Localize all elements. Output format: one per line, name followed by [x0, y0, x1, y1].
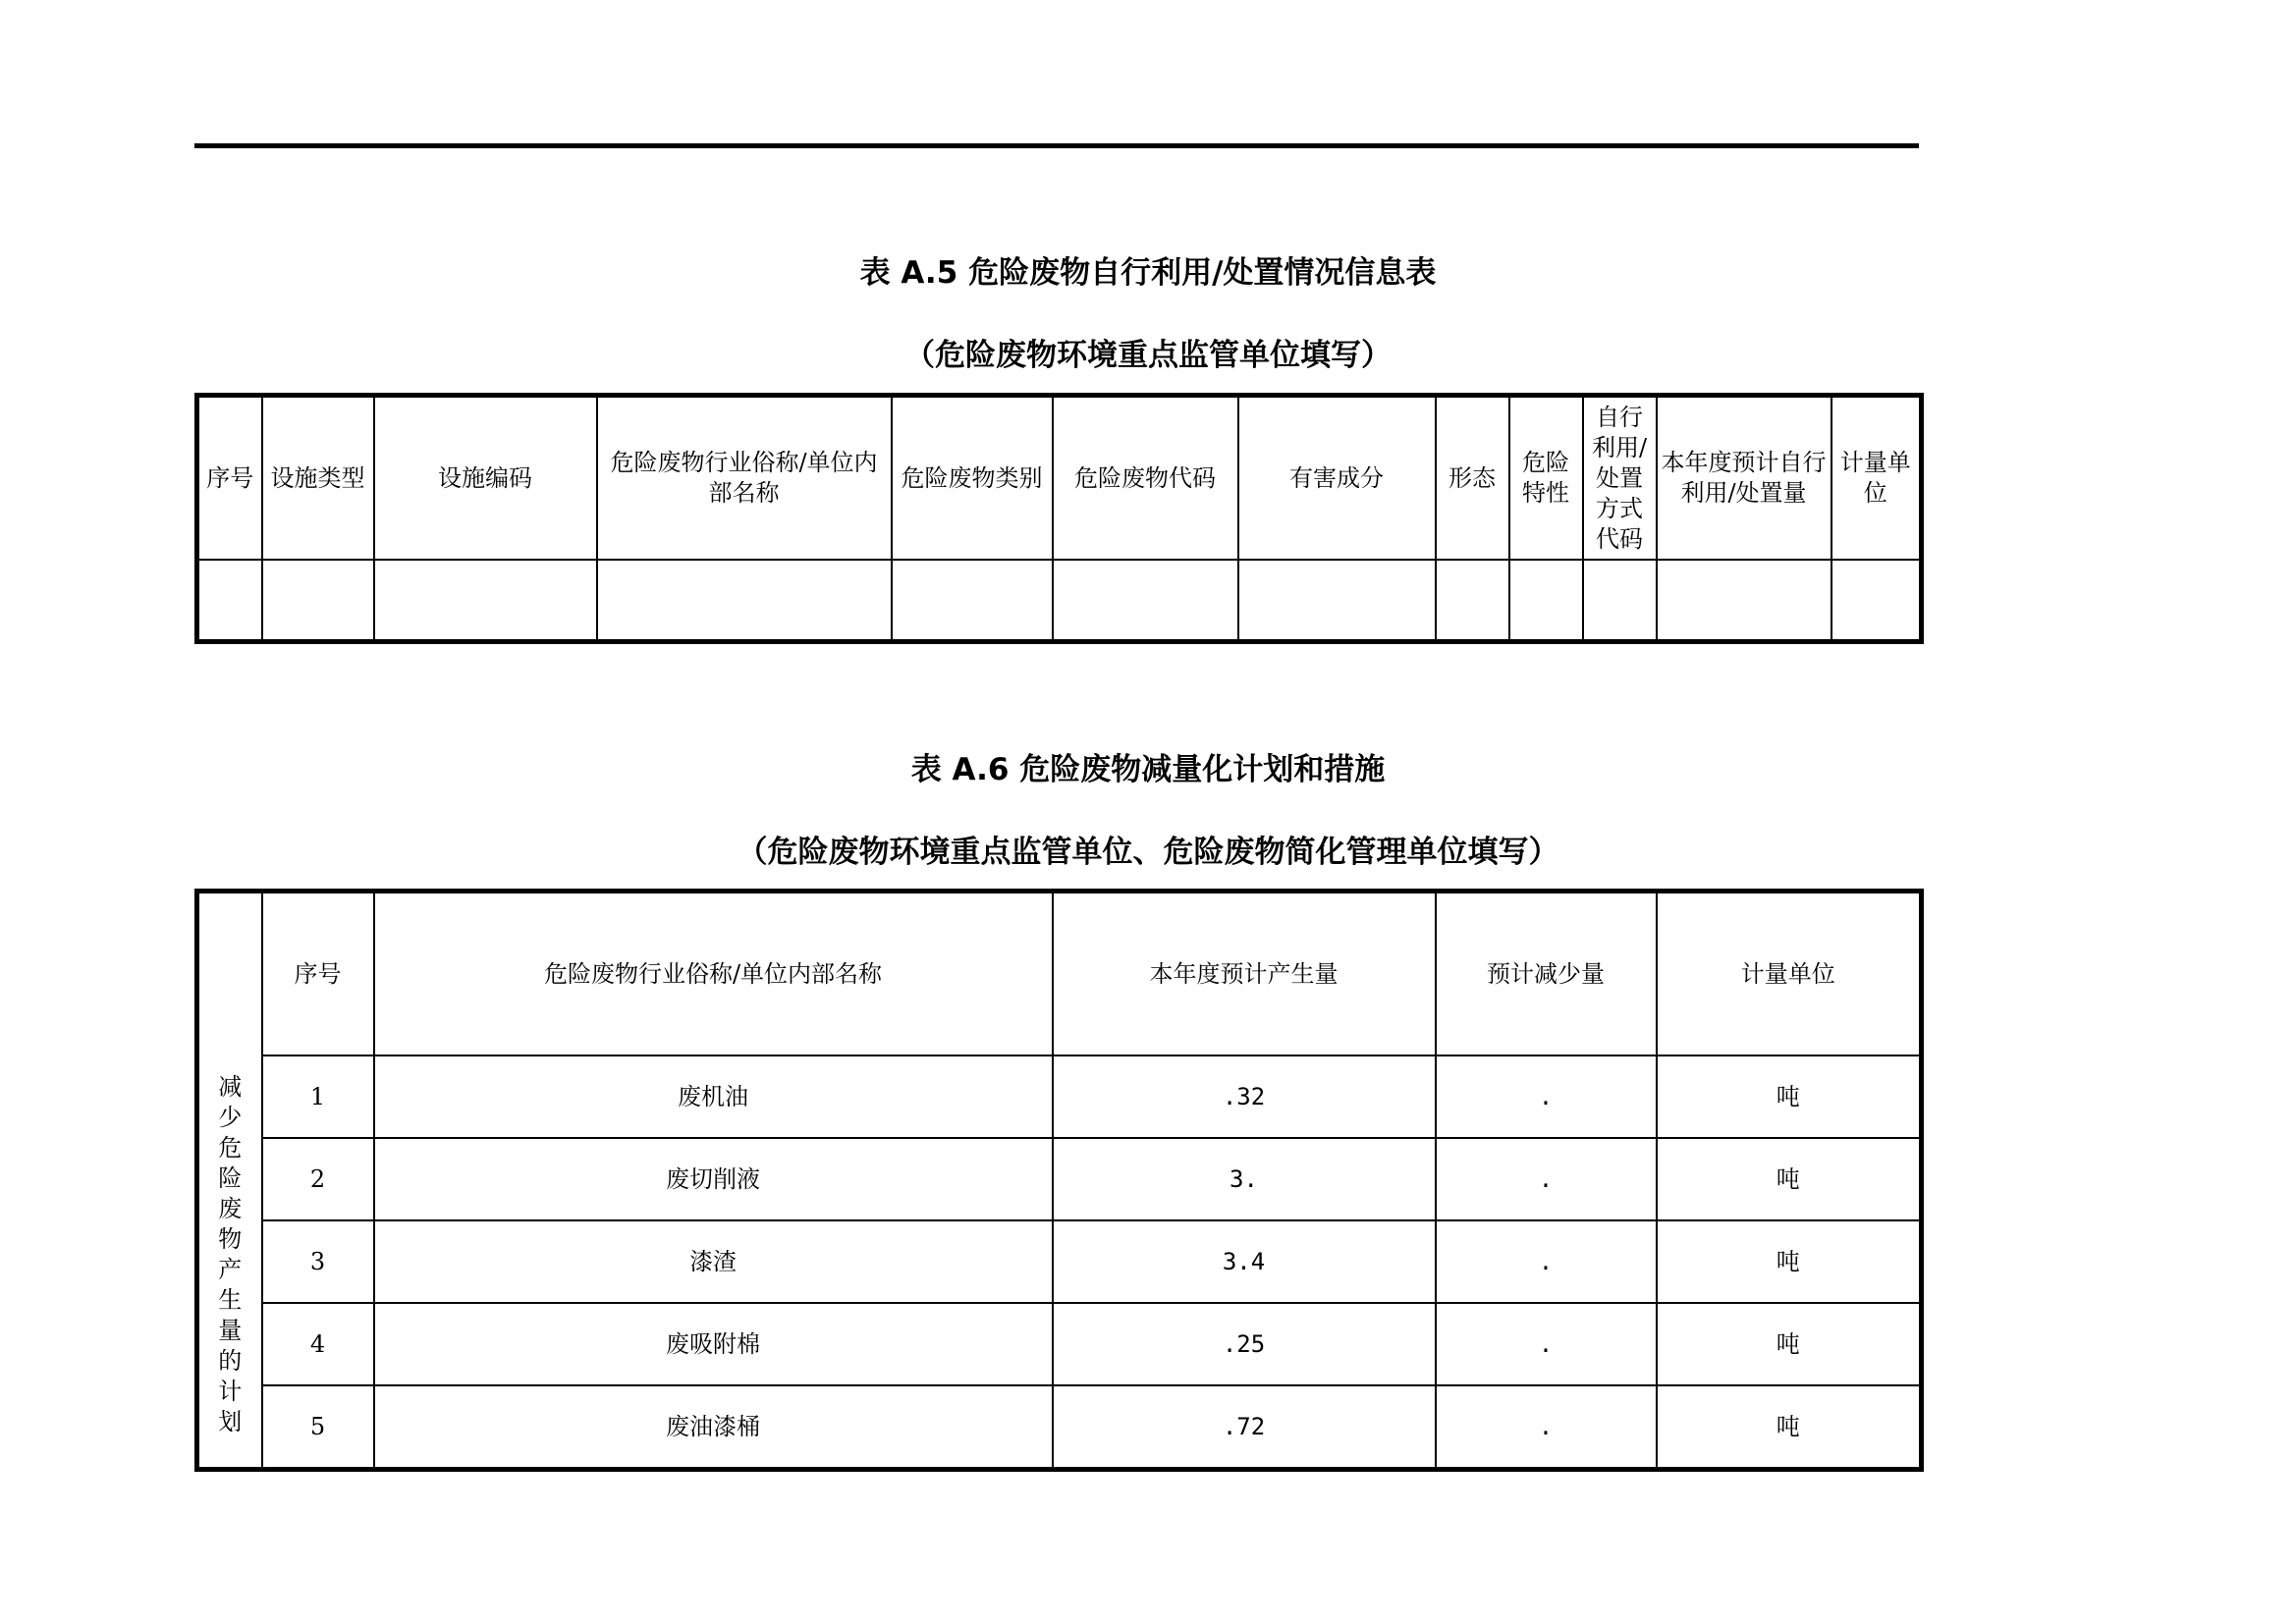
- unit: 吨: [1657, 1138, 1922, 1220]
- unit: 吨: [1657, 1220, 1922, 1303]
- header-cell: 危险废物行业俗称/单位内部名称: [597, 396, 892, 561]
- table-row: [197, 560, 1922, 642]
- reduce-amount: .: [1436, 1303, 1657, 1385]
- reduce-amount: .: [1436, 1385, 1657, 1470]
- annual-amount: 3.: [1053, 1138, 1436, 1220]
- table-row: [197, 1138, 1922, 1220]
- table-a5-header-row: [197, 396, 1922, 561]
- header-cell: 设施类型: [262, 396, 374, 561]
- header-cell: 危险特性: [1509, 396, 1583, 561]
- annual-amount: .32: [1053, 1055, 1436, 1138]
- empty-cell: [374, 560, 597, 642]
- empty-cell: [597, 560, 892, 642]
- header-cell: 序号: [262, 892, 374, 1056]
- row-number: 2: [262, 1138, 374, 1220]
- annual-amount: .25: [1053, 1303, 1436, 1385]
- annual-amount: 3.4: [1053, 1220, 1436, 1303]
- table-a5-subtitle: （危险废物环境重点监管单位填写）: [904, 338, 1392, 373]
- unit: 吨: [1657, 1385, 1922, 1470]
- header-cell: 形态: [1436, 396, 1509, 561]
- waste-name: 废吸附棉: [374, 1303, 1053, 1385]
- waste-name: 漆渣: [374, 1220, 1053, 1303]
- unit: 吨: [1657, 1303, 1922, 1385]
- reduce-amount: .: [1436, 1055, 1657, 1138]
- header-cell: 本年度预计产生量: [1053, 892, 1436, 1056]
- header-cell: 危险废物类别: [892, 396, 1053, 561]
- header-cell: 预计减少量: [1436, 892, 1657, 1056]
- empty-cell: [197, 560, 262, 642]
- header-cell: 危险废物行业俗称/单位内部名称: [374, 892, 1053, 1056]
- header-cell: 有害成分: [1238, 396, 1436, 561]
- empty-cell: [1436, 560, 1509, 642]
- row-number: 1: [262, 1055, 374, 1138]
- table-row: [197, 1220, 1922, 1303]
- side-label: 减少危险废物产生量的计划: [218, 1073, 243, 1435]
- table-a5: [194, 393, 1924, 644]
- header-rule: [194, 143, 1919, 148]
- table-a6-title: 表 A.6 危险废物减量化计划和措施: [910, 752, 1386, 787]
- header-cell: 危险废物代码: [1053, 396, 1238, 561]
- table-a5-title: 表 A.5 危险废物自行利用/处置情况信息表: [859, 255, 1437, 291]
- header-cell: 计量单位: [1831, 396, 1922, 561]
- header-cell: 本年度预计自行利用/处置量: [1657, 396, 1831, 561]
- empty-cell: [1238, 560, 1436, 642]
- waste-name: 废机油: [374, 1055, 1053, 1138]
- empty-cell: [1053, 560, 1238, 642]
- table-row: [197, 1385, 1922, 1470]
- waste-name: 废油漆桶: [374, 1385, 1053, 1470]
- table-row: [197, 1303, 1922, 1385]
- table-row: [197, 1055, 1922, 1138]
- row-number: 4: [262, 1303, 374, 1385]
- table-a6-subtitle: （危险废物环境重点监管单位、危险废物简化管理单位填写）: [737, 835, 1559, 870]
- empty-cell: [1509, 560, 1583, 642]
- empty-cell: [1657, 560, 1831, 642]
- annual-amount: .72: [1053, 1385, 1436, 1470]
- empty-cell: [1583, 560, 1657, 642]
- header-cell: 自行利用/处置方式代码: [1583, 396, 1657, 561]
- reduce-amount: .: [1436, 1220, 1657, 1303]
- reduce-amount: .: [1436, 1138, 1657, 1220]
- table-a6: [194, 889, 1924, 1472]
- empty-cell: [1831, 560, 1922, 642]
- empty-cell: [262, 560, 374, 642]
- row-number: 3: [262, 1220, 374, 1303]
- side-label-cell: [197, 892, 262, 1470]
- waste-name: 废切削液: [374, 1138, 1053, 1220]
- table-a6-header-row: [197, 892, 1922, 1056]
- header-cell: 计量单位: [1657, 892, 1922, 1056]
- unit: 吨: [1657, 1055, 1922, 1138]
- header-cell: 设施编码: [374, 396, 597, 561]
- header-cell: 序号: [197, 396, 262, 561]
- row-number: 5: [262, 1385, 374, 1470]
- empty-cell: [892, 560, 1053, 642]
